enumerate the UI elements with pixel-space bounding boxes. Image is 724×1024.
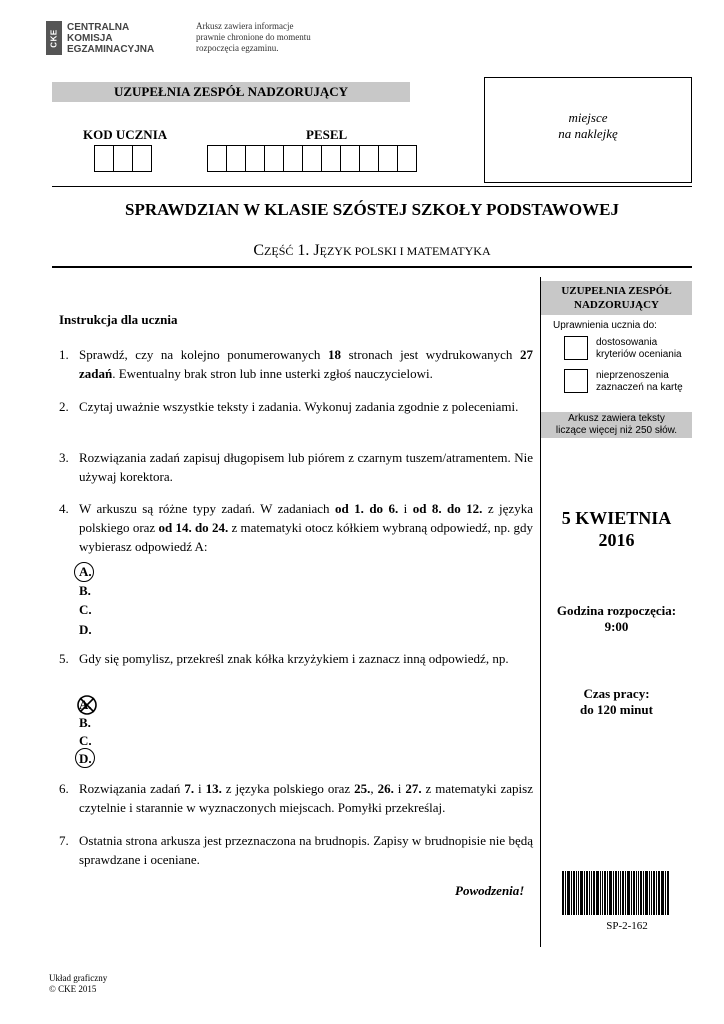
example-option-a: A. [79,564,92,579]
sheet-code: SP-2-162 [606,920,648,932]
supervisor-bar: UZUPEŁNIA ZESPÓŁ NADZORUJĄCY [52,82,410,102]
pesel-boxes[interactable] [207,145,416,172]
cke-logo-mark: CKE [46,21,62,55]
correction-option-b: B. [79,715,91,730]
duration: Czas pracy: do 120 minut [580,686,653,717]
instruction-4: 4. W arkuszu są różne typy zadań. W zadaniach od 1. do 6. i od 8. do 12. z języka polskiego oraz od 14. do 24. z matematyki otocz kółkiem wybraną odpowiedź, np. gdy wybierasz odpowiedź A: [59,501,533,554]
pesel-label: PESEL [306,127,348,142]
kod-ucznia-boxes[interactable] [94,145,151,172]
example-option-b: B. [79,583,91,598]
checkbox-no-transfer[interactable] [564,369,588,393]
exam-date: 5 KWIETNIA 2016 [561,508,672,550]
footer: Układ graficzny © CKE 2015 [49,973,108,994]
example-option-c: C. [79,602,92,617]
cke-logo-text: CENTRALNA KOMISJA EGZAMINACYJNA [67,22,155,55]
kod-ucznia-label: KOD UCZNIA [83,127,168,142]
exam-title: SPRAWDZIAN W KLASIE SZÓSTEJ SZKOŁY PODSTAWOWEJ [125,200,619,219]
correction-option-a: A. [79,697,92,712]
correction-option-d: D. [79,751,92,766]
instruction-2: 2. Czytaj uważnie wszystkie teksty i zadania. Wykonuj zadania zgodnie z poleceniami. [59,399,519,414]
checkbox-no-transfer-label: nieprzenoszenia zaznaczeń na kartę [596,370,683,393]
example-option-d: D. [79,622,92,637]
instruction-1: 1. Sprawdź, czy na kolejno ponumerowanych 18 stronach jest wydrukowanych 27 zadań. Ewentualny brak stron lub inne usterki zgłoś nauczycielowi. [59,347,533,381]
exam-subtitle: CZĘŚĆ 1. JĘZYK POLSKI I MATEMATYKA [253,242,491,259]
good-luck: Powodzenia! [455,883,525,898]
instruction-5: 5. Gdy się pomylisz, przekreśl znak kółka krzyżykiem i zaznacz inną odpowiedź, np. [59,651,509,666]
long-texts-notice: Arkusz zawiera teksty liczące więcej niż 250 słów. [541,412,692,438]
sticker-area: miejsce na naklejkę [484,77,692,183]
legal-notice: Arkusz zawiera informacje prawnie chronione do momentu rozpoczęcia egzaminu. [196,21,311,53]
start-time: Godzina rozpoczęcia: 9:00 [556,603,677,634]
instruction-7: 7. Ostatnia strona arkusza jest przeznaczona na brudnopis. Zapisy w brudnopisie nie będą sprawdzane i oceniane. [59,833,533,867]
title-divider [52,266,692,268]
instruction-3: 3. Rozwiązania zadań zapisuj długopisem lub piórem z czarnym tuszem/atramentem. Nie używaj korektora. [59,450,533,484]
header-divider [52,186,692,187]
rights-label: Uprawnienia ucznia do: [553,320,657,331]
instruction-6: 6. Rozwiązania zadań 7. i 13. z języka polskiego oraz 25., 26. i 27. z matematyki zapisz czytelnie i starannie w wyznaczonych miejscach. Pomyłki przekreślaj. [59,781,533,815]
instructions-title: Instrukcja dla ucznia [59,312,178,327]
side-supervisor-head: UZUPEŁNIA ZESPÓŁ NADZORUJĄCY [541,281,692,315]
checkbox-adjusted-criteria-label: dostosowania kryteriów oceniania [596,337,682,360]
barcode [562,871,692,915]
checkbox-adjusted-criteria[interactable] [564,336,588,360]
correction-option-c: C. [79,733,92,748]
